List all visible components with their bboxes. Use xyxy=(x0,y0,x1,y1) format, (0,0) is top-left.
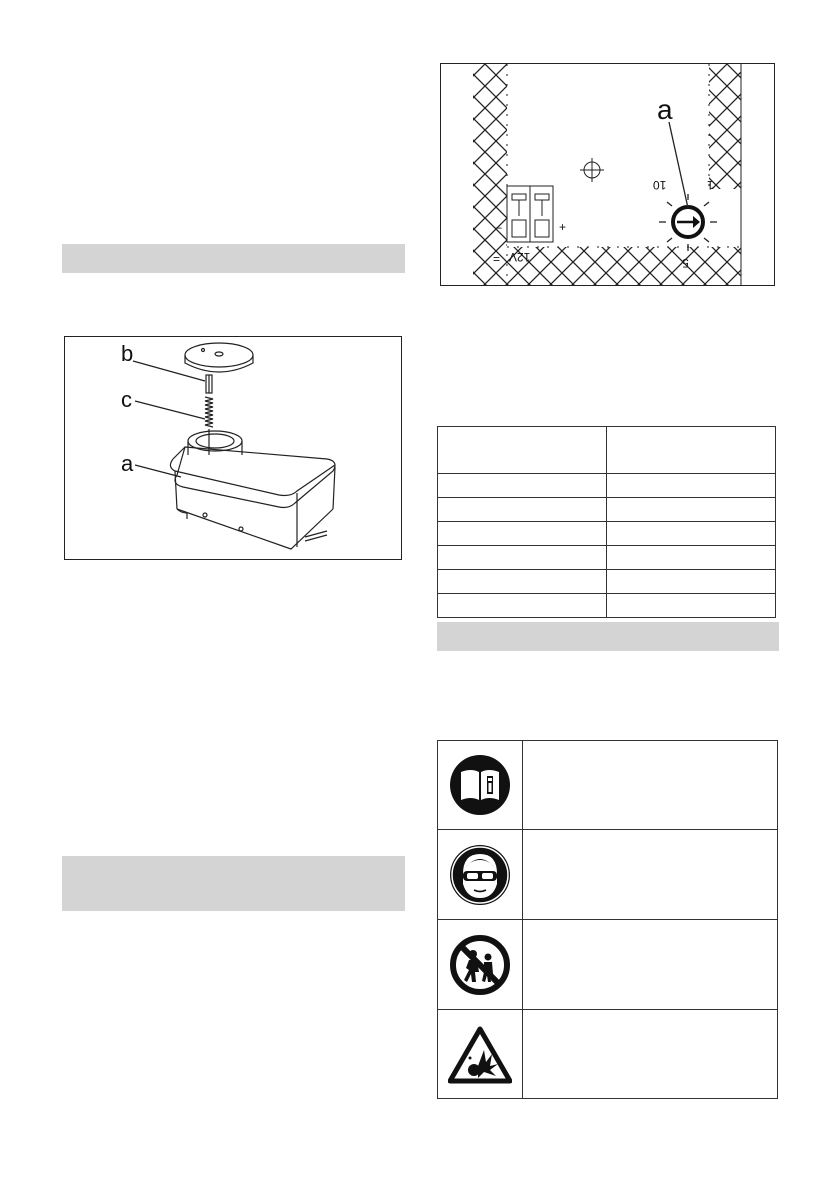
table-row xyxy=(438,498,776,522)
symbol-row xyxy=(438,919,777,1010)
dial-label-10: 10 xyxy=(653,178,667,192)
table-cell xyxy=(438,427,607,474)
table-row xyxy=(438,474,776,498)
table-cell xyxy=(607,427,776,474)
safety-symbols-table xyxy=(437,740,778,1099)
symbol-row xyxy=(438,741,777,829)
table-cell xyxy=(607,546,776,570)
tank-illustration xyxy=(65,337,401,559)
control-panel-figure xyxy=(440,63,775,286)
control-panel-illustration xyxy=(441,64,774,285)
label-a-panel: a xyxy=(657,94,673,125)
table-cell xyxy=(438,570,607,594)
table-cell xyxy=(607,522,776,546)
table-row xyxy=(438,594,776,618)
table-cell xyxy=(438,546,607,570)
symbol-row xyxy=(438,1009,777,1099)
table-cell xyxy=(438,594,607,618)
tank-figure xyxy=(64,336,402,560)
explosion-warning-icon xyxy=(438,1010,523,1099)
table-cell xyxy=(607,474,776,498)
label-c: c xyxy=(121,387,132,412)
table-row xyxy=(438,522,776,546)
table-row xyxy=(438,427,776,474)
table-cell xyxy=(438,474,607,498)
label-b: b xyxy=(121,341,134,366)
spec-table xyxy=(437,426,776,618)
dial-label-5: 5 xyxy=(682,256,689,270)
manual-info-icon xyxy=(438,741,523,829)
table-row xyxy=(438,570,776,594)
table-cell xyxy=(607,594,776,618)
symbol-row xyxy=(438,829,777,920)
label-a: a xyxy=(121,451,134,476)
terminal-plus: + xyxy=(559,220,567,234)
section-heading-bar-2 xyxy=(62,856,405,911)
table-cell xyxy=(438,498,607,522)
section-heading-bar-3 xyxy=(437,622,779,651)
safety-goggles-icon xyxy=(438,830,523,920)
terminal-voltage: 12V xyxy=(509,250,531,264)
no-children-icon xyxy=(438,920,523,1010)
terminal-minus: – xyxy=(495,220,502,234)
table-cell xyxy=(438,522,607,546)
section-heading-bar-1 xyxy=(62,244,405,273)
dial-label-1: 1 xyxy=(707,178,714,192)
table-cell xyxy=(607,570,776,594)
table-row xyxy=(438,546,776,570)
terminal-dc: = xyxy=(493,252,501,266)
table-cell xyxy=(607,498,776,522)
